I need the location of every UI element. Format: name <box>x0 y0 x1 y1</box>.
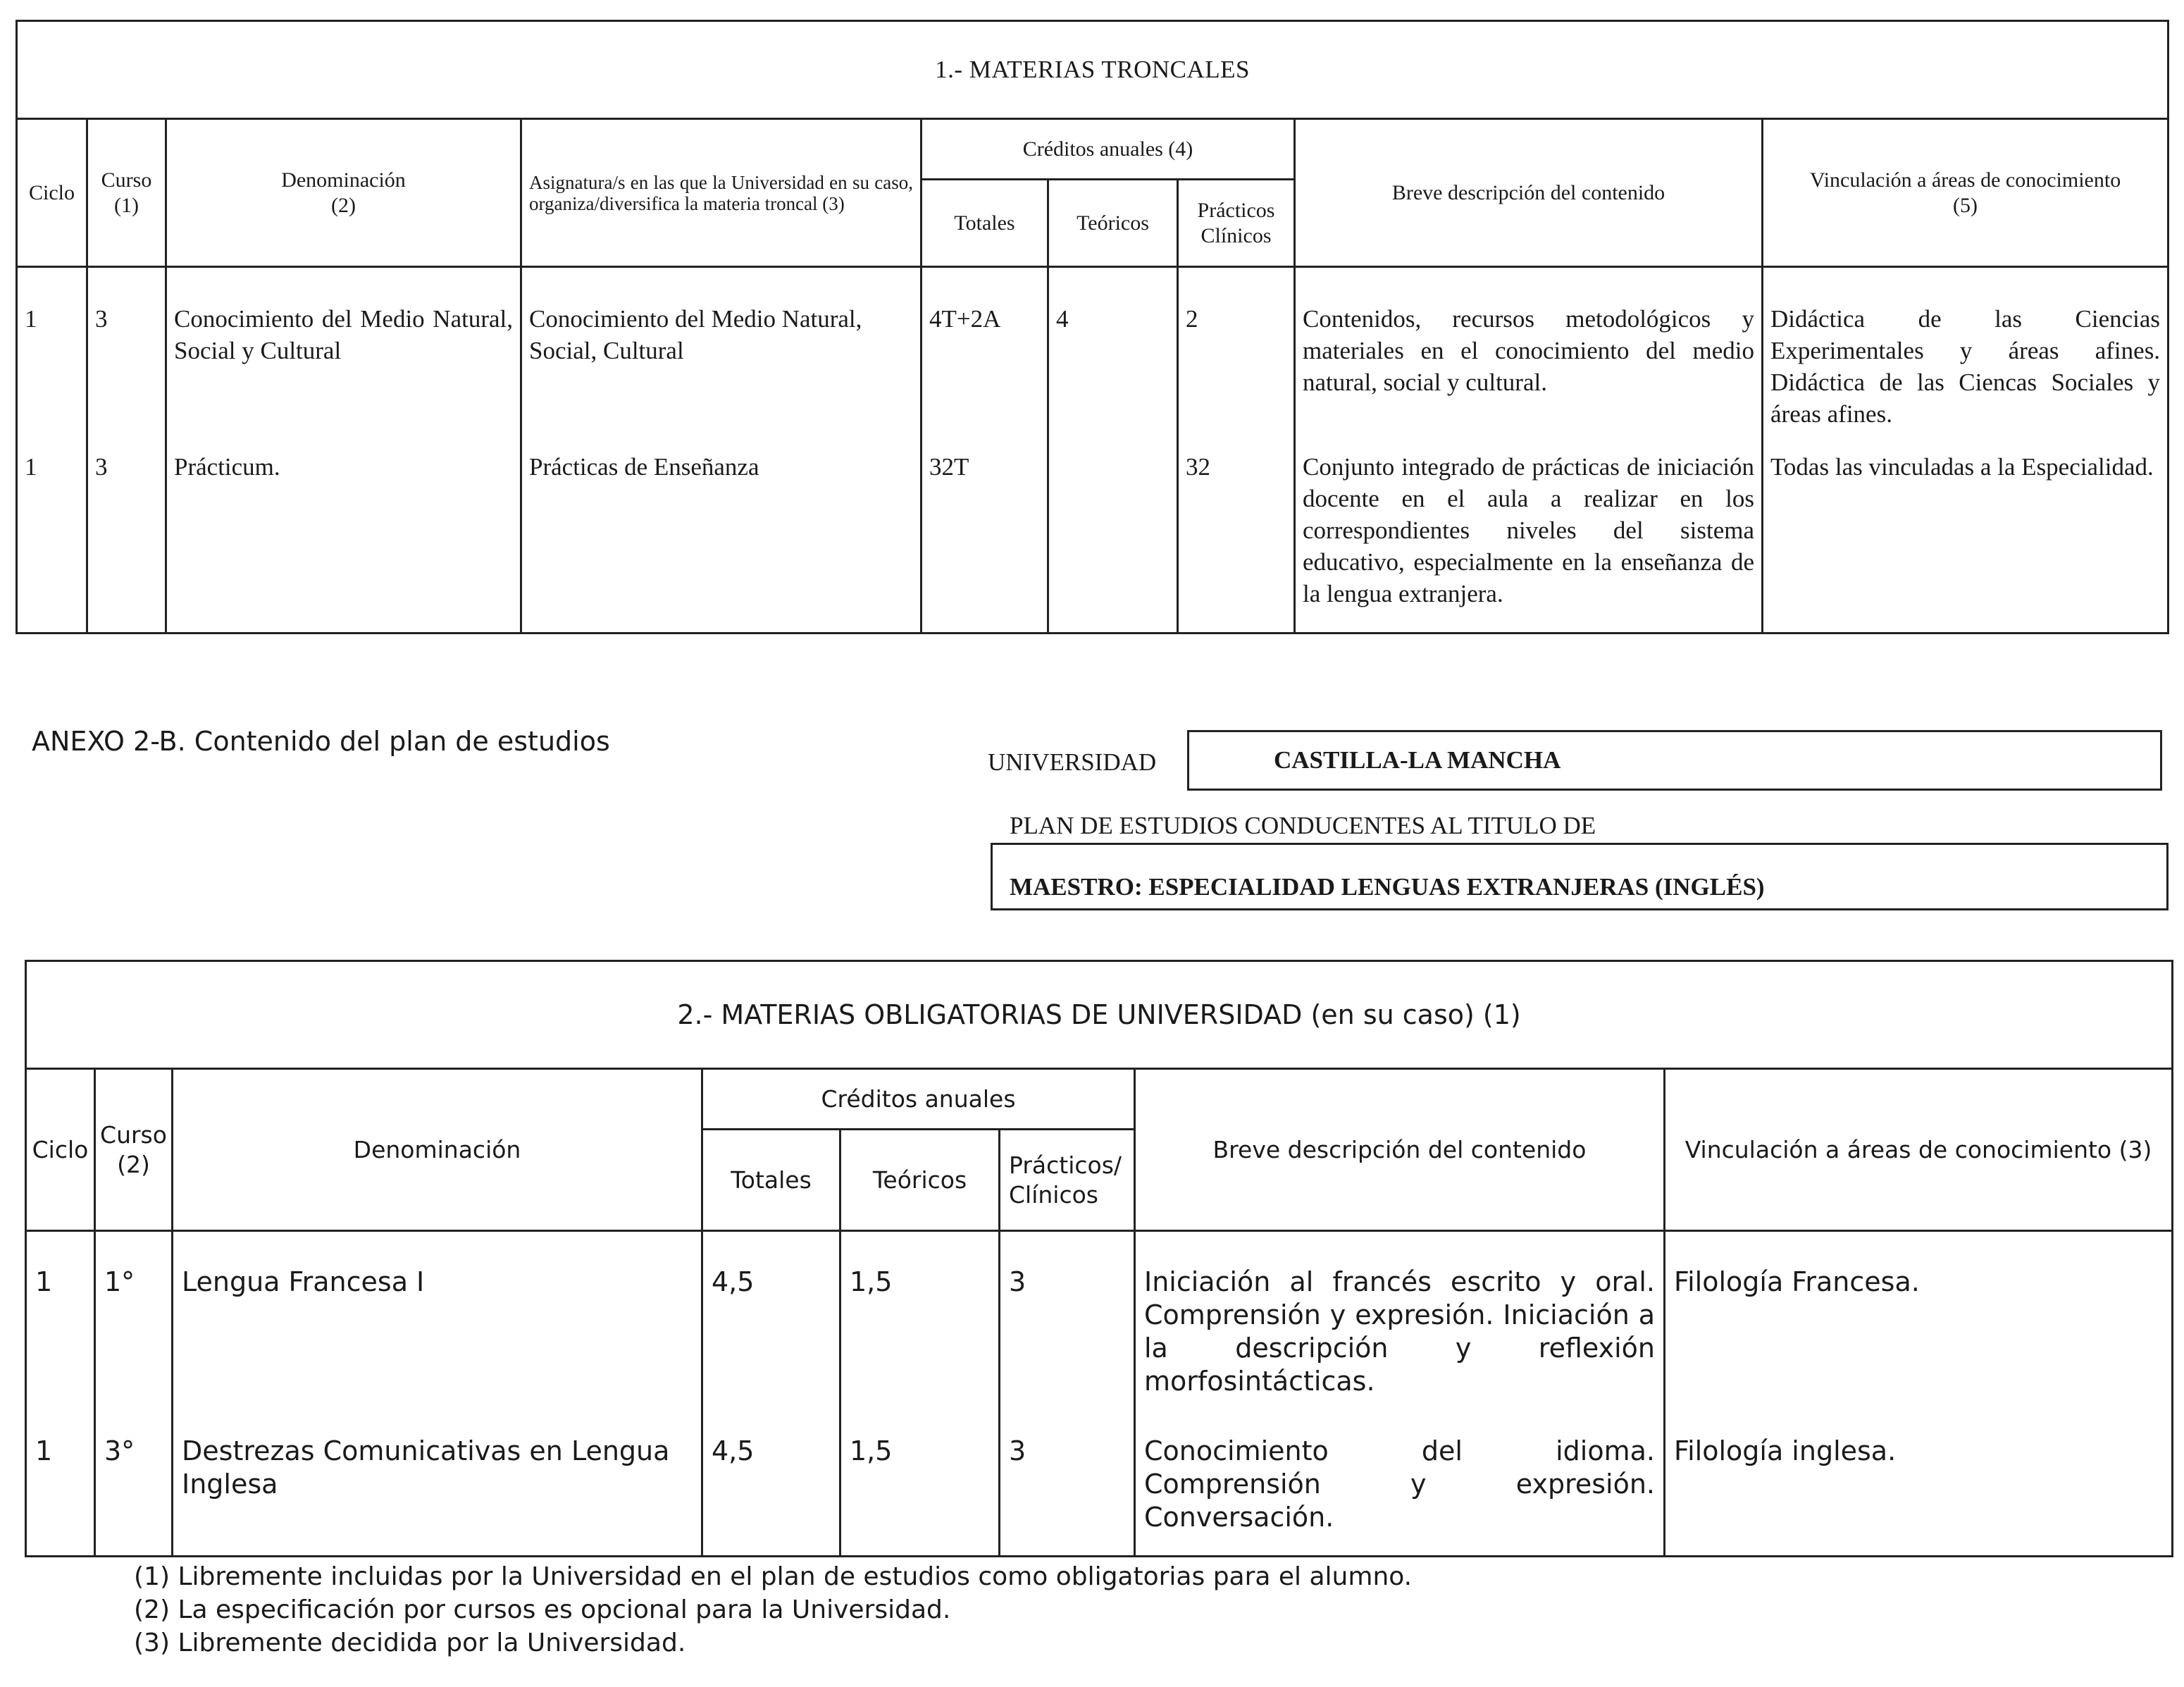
totales-cell <box>702 1231 840 1557</box>
header-denominacion <box>166 119 521 267</box>
list-item: Lengua Francesa I <box>182 1266 425 1297</box>
header-denominacion-label: Denominación <box>281 168 406 192</box>
teoricos-cell <box>1048 267 1178 634</box>
list-item: 2 <box>1186 305 1198 333</box>
list-item: 1 <box>25 305 37 333</box>
curso-cell <box>95 1231 173 1557</box>
universidad-box <box>1187 730 2162 791</box>
list-item: Filología Francesa. <box>1674 1266 1920 1297</box>
materias-obligatorias-table <box>25 960 2173 1557</box>
header-curso-note: (2) <box>117 1150 150 1178</box>
header-curso-label: Curso <box>100 1120 167 1149</box>
header-curso-note: (1) <box>114 193 139 217</box>
header-vinculacion-label: Vinculación a áreas de conocimiento <box>1809 168 2121 192</box>
practicos-cell <box>1178 267 1295 634</box>
list-item: 3° <box>104 1435 135 1466</box>
vinculacion-cell <box>1763 267 2169 634</box>
descripcion-cell <box>1135 1231 1665 1557</box>
list-item: 1 <box>35 1435 53 1466</box>
list-item: 3 <box>95 305 108 333</box>
header-vinculacion: Vinculación a áreas de conocimiento (3) <box>1665 1069 2173 1231</box>
list-item: 1,5 <box>850 1435 893 1466</box>
list-item: 1 <box>35 1266 53 1297</box>
header-totales: Totales <box>702 1130 840 1231</box>
list-item: Iniciación al francés escrito y oral. Comprensión y expresión. Iniciación a la descripción y reflexión morfosintácticas. <box>1144 1266 1655 1397</box>
list-item: 1 <box>25 453 37 481</box>
list-item: 3 <box>1009 1435 1026 1466</box>
ciclo-cell <box>26 1231 95 1557</box>
header-creditos: Créditos anuales <box>702 1069 1135 1130</box>
header-descripcion: Breve descripción del contenido <box>1135 1069 1665 1231</box>
universidad-name: CASTILLA-LA MANCHA <box>1274 746 1561 774</box>
asignatura-cell <box>521 267 922 634</box>
list-item: Prácticum. <box>174 453 280 481</box>
list-item: Contenidos, recursos metodológicos y materiales en el conocimiento del medio natural, social y cultural. <box>1303 305 1754 396</box>
header-curso <box>87 119 166 267</box>
list-item: Todas las vinculadas a la Especialidad. <box>1770 453 2154 481</box>
header-practicos: Prácticos/ Clínicos <box>1000 1130 1135 1231</box>
denominacion-cell <box>173 1231 702 1557</box>
list-item: Filología inglesa. <box>1674 1435 1897 1466</box>
header-descripcion: Breve descripción del contenido <box>1295 119 1763 267</box>
header-teoricos: Teóricos <box>1048 180 1178 267</box>
teoricos-cell <box>840 1231 1000 1557</box>
list-item: 3 <box>95 453 108 481</box>
header-ciclo: Ciclo <box>26 1069 95 1231</box>
footnote: (2) La especificación por cursos es opcional para la Universidad. <box>134 1595 951 1624</box>
list-item: Destrezas Comunicativas en Lengua Inglesa <box>182 1435 670 1500</box>
footnote: (3) Libremente decidida por la Universidad. <box>134 1629 686 1657</box>
header-denominacion: Denominación <box>173 1069 702 1231</box>
header-curso-label: Curso <box>101 168 152 192</box>
table-row <box>17 267 2169 634</box>
list-item: 4,5 <box>712 1266 755 1297</box>
totales-cell <box>922 267 1048 634</box>
table-row <box>26 1231 2173 1557</box>
anexo-title: ANEXO 2-B. Contenido del plan de estudios <box>32 726 610 757</box>
list-item: 32 <box>1186 453 1210 481</box>
ciclo-cell <box>17 267 87 634</box>
list-item: 32T <box>929 453 969 481</box>
list-item: 4T+2A <box>929 305 1001 333</box>
header-vinculacion-note: (5) <box>1953 193 1978 217</box>
list-item: Conocimiento del Medio Natural, Social y Cultural <box>174 305 513 364</box>
materias-troncales-table <box>15 20 2169 634</box>
header-teoricos: Teóricos <box>840 1130 1000 1231</box>
curso-cell <box>87 267 166 634</box>
list-item: Prácticas de Enseñanza <box>529 453 759 481</box>
list-item: 1,5 <box>850 1266 893 1297</box>
header-vinculacion <box>1763 119 2169 267</box>
header-totales: Totales <box>922 180 1048 267</box>
list-item: 1° <box>104 1266 135 1297</box>
universidad-label: UNIVERSIDAD <box>988 748 1157 776</box>
header-denominacion-note: (2) <box>331 193 356 217</box>
vinculacion-cell <box>1665 1231 2173 1557</box>
header-practicos: Prácticos Clínicos <box>1178 180 1295 267</box>
header-creditos: Créditos anuales (4) <box>922 119 1295 180</box>
list-item: Conocimiento del idioma. Comprensión y expresión. Conversación. <box>1144 1435 1655 1533</box>
list-item: Conjunto integrado de prácticas de iniciación docente en el aula a realizar en los correspondientes niveles del sistema educativo, especialmente en la enseñanza de la lengua extranjera. <box>1303 453 1754 607</box>
footnote: (1) Libremente incluidas por la Universidad en el plan de estudios como obligatorias para el alumno. <box>134 1562 1413 1591</box>
table2-title: 2.- MATERIAS OBLIGATORIAS DE UNIVERSIDAD (en su caso) (1) <box>26 961 2173 1069</box>
list-item: Didáctica de las Ciencias Experimentales y áreas afines. Didáctica de las Ciencas Sociales y áreas afines. <box>1770 305 2161 428</box>
header-curso <box>95 1069 173 1231</box>
footnotes <box>134 1560 1412 1660</box>
table1-title: 1.- MATERIAS TRONCALES <box>17 21 2169 119</box>
header-ciclo: Ciclo <box>17 119 87 267</box>
denominacion-cell <box>166 267 521 634</box>
list-item: Conocimiento del Medio Natural, Social, Cultural <box>529 305 862 364</box>
practicos-cell <box>1000 1231 1135 1557</box>
list-item: 4,5 <box>712 1435 755 1466</box>
descripcion-cell <box>1295 267 1763 634</box>
titulo-name: MAESTRO: ESPECIALIDAD LENGUAS EXTRANJERAS (INGLÉS) <box>1010 873 1765 901</box>
plan-label: PLAN DE ESTUDIOS CONDUCENTES AL TITULO DE <box>1010 812 1596 839</box>
list-item: 4 <box>1056 305 1069 333</box>
header-asignatura: Asignatura/s en las que la Universidad en su caso, organiza/diversifica la materia troncal (3) <box>521 119 922 267</box>
titulo-box <box>991 843 2169 910</box>
list-item: 3 <box>1009 1266 1026 1297</box>
